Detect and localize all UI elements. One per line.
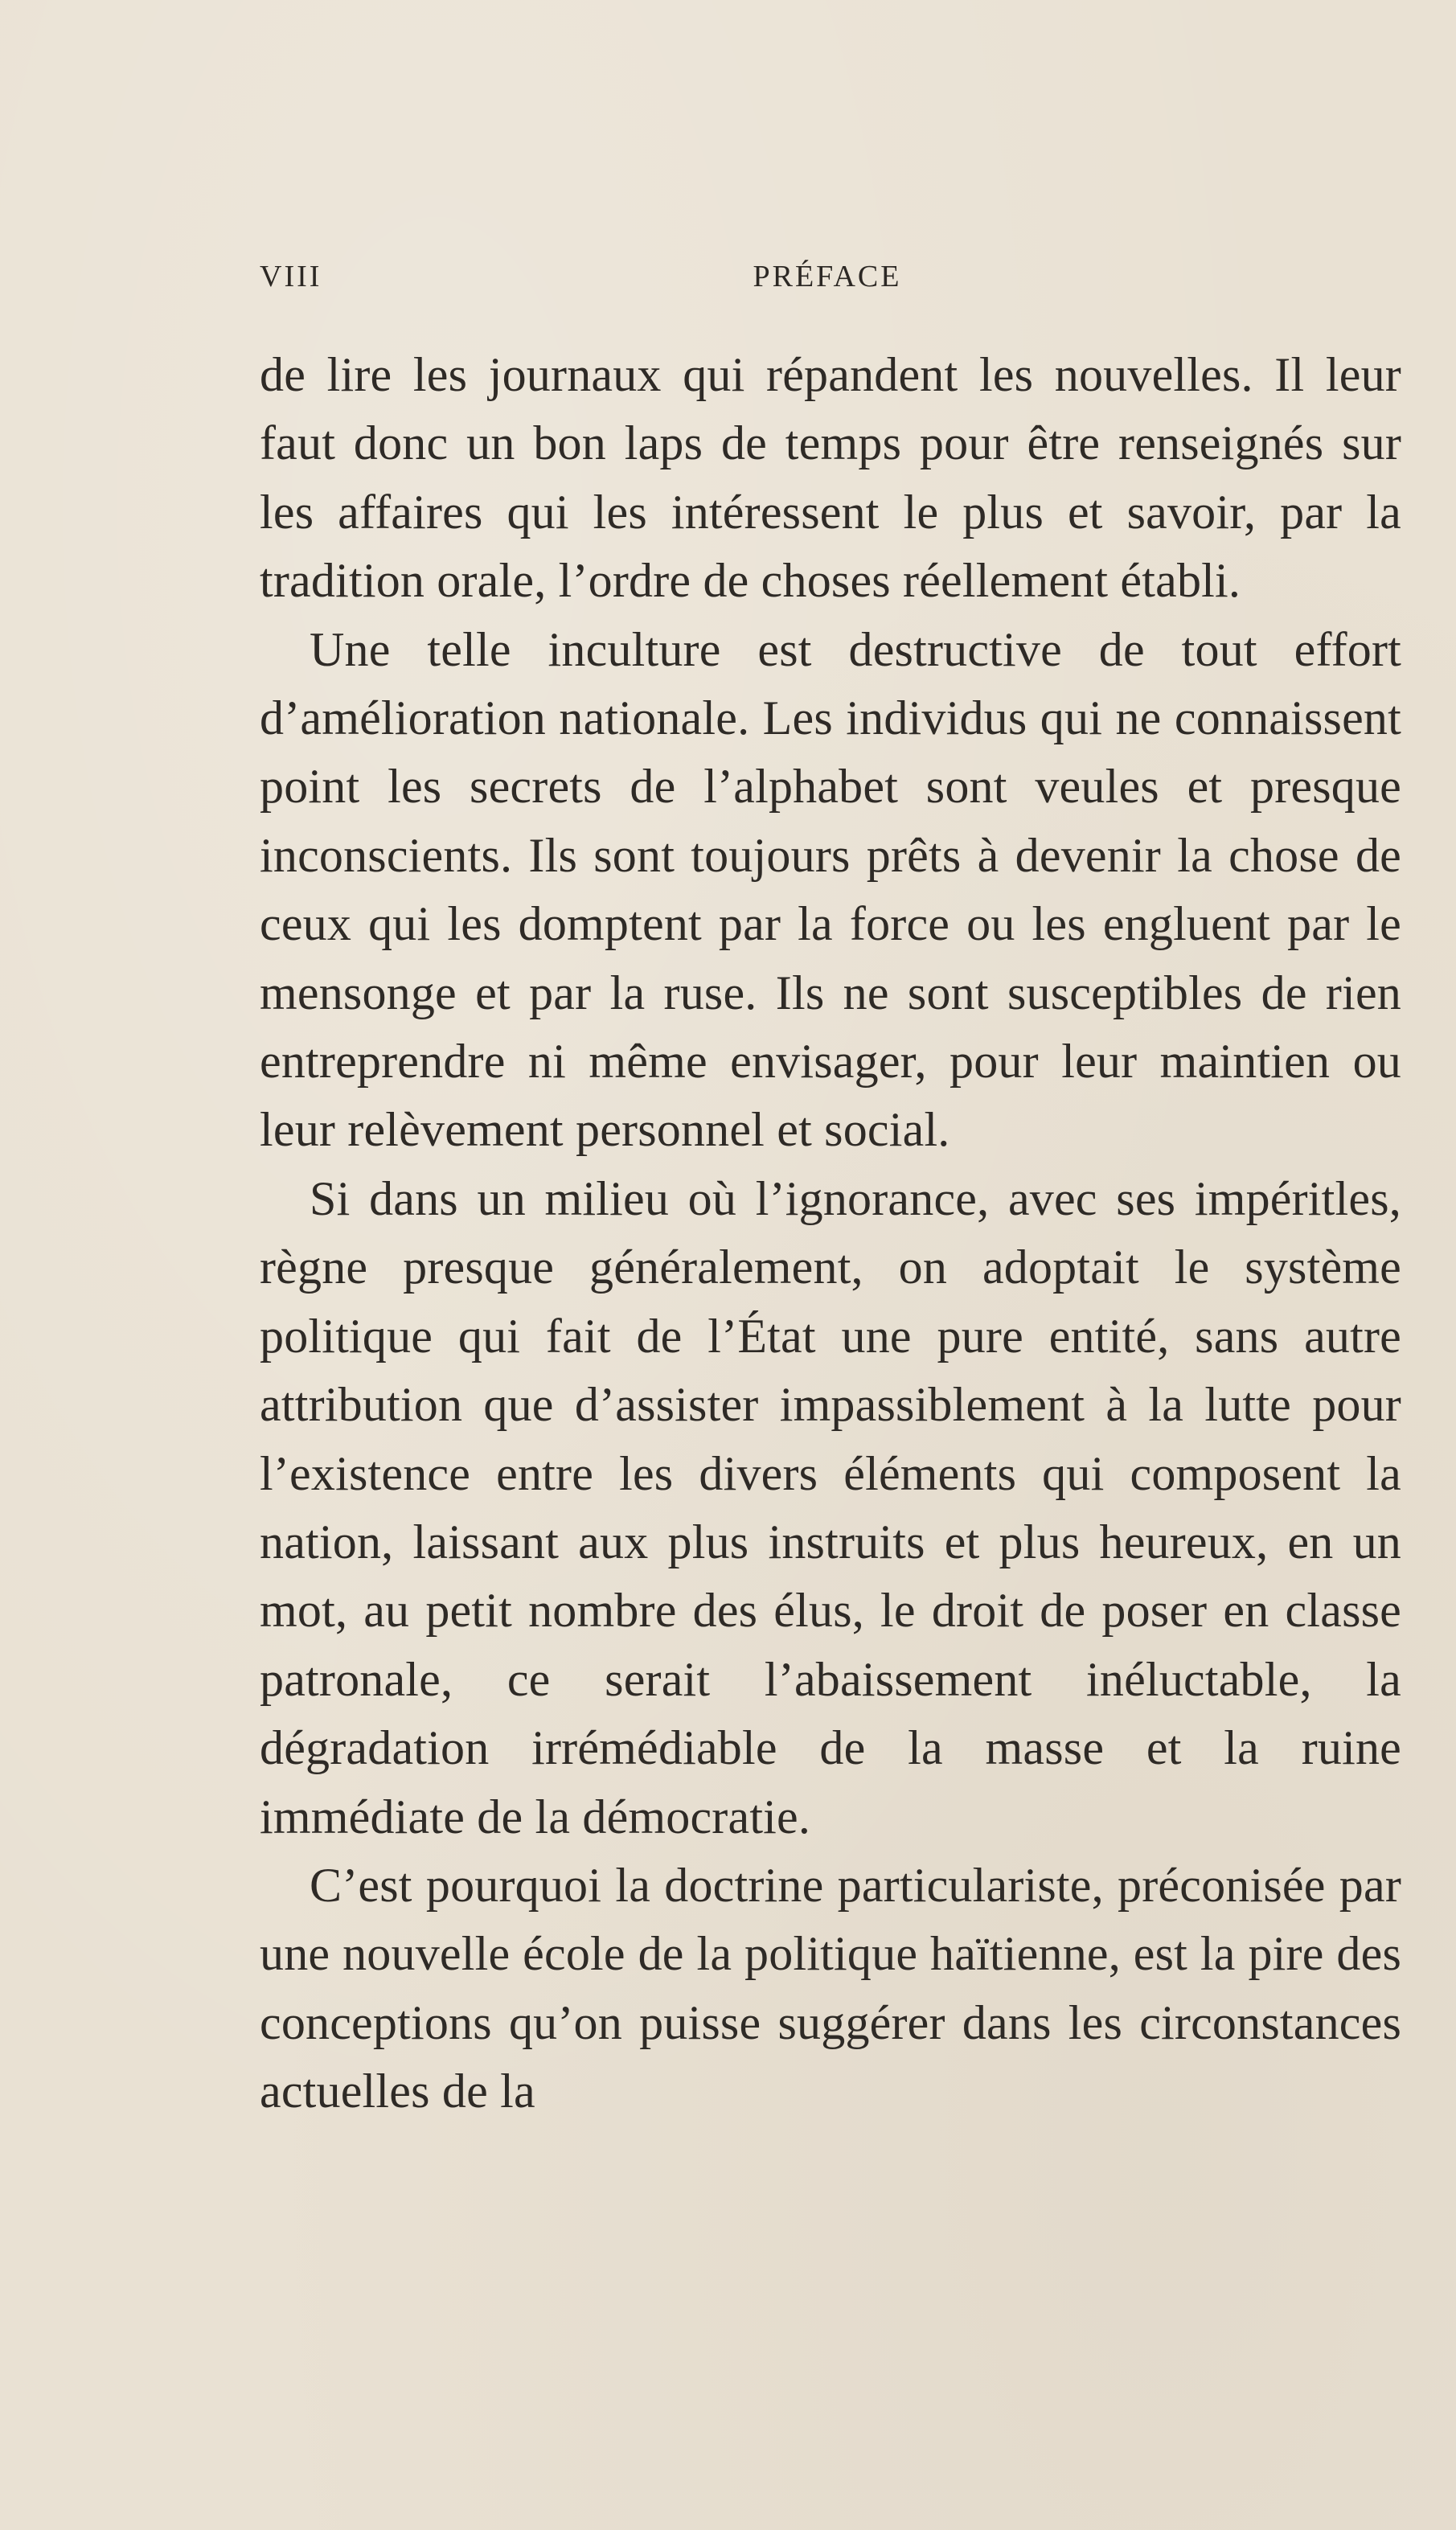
paragraph-continuation: de lire les journaux qui répandent les nouvelles. Il leur faut donc un bon laps de temps pour être renseignés sur les affaires qui les intéressent le plus et savoir, par la tradition orale, l’ordre de choses réellement établi.	[260, 348, 1401, 608]
running-title: PRÉFACE	[753, 260, 902, 293]
running-head	[260, 259, 1395, 299]
body-text	[260, 341, 1401, 2126]
paragraph-doctrine: C’est pourquoi la doctrine particulariste, préconisée par une nouvelle école de la politique haïtienne, est la pire des conceptions qu’on puisse suggérer dans les circonstances actuelles de la	[260, 1858, 1401, 2118]
paragraph-ignorance: Si dans un milieu où l’ignorance, avec ses impéritles, règne presque généralement, on adoptait le système politique qui fait de l’État une pure entité, sans autre attribution que d’assister impassiblement à la lutte pour l’existence entre les divers éléments qui composent la nation, laissant aux plus instruits et plus heureux, en un mot, au petit nombre des élus, le droit de poser en classe patronale, ce serait l’abaissement inéluctable, la dégradation irrémédiable de la masse et la ruine immédiate de la démocratie.	[260, 1171, 1401, 1843]
paragraph-inculture: Une telle inculture est destructive de tout effort d’amélioration nationale. Les individus qui ne connaissent point les secrets de l’alphabet sont veules et presque inconscients. Ils sont toujours prêts à devenir la chose de ceux qui les domptent par la force ou les engluent par le mensonge et par la ruse. Ils ne sont susceptibles de rien entreprendre ni même envisager, pour leur maintien ou leur relèvement personnel et social.	[260, 622, 1401, 1157]
page-number: VIII	[260, 260, 322, 293]
